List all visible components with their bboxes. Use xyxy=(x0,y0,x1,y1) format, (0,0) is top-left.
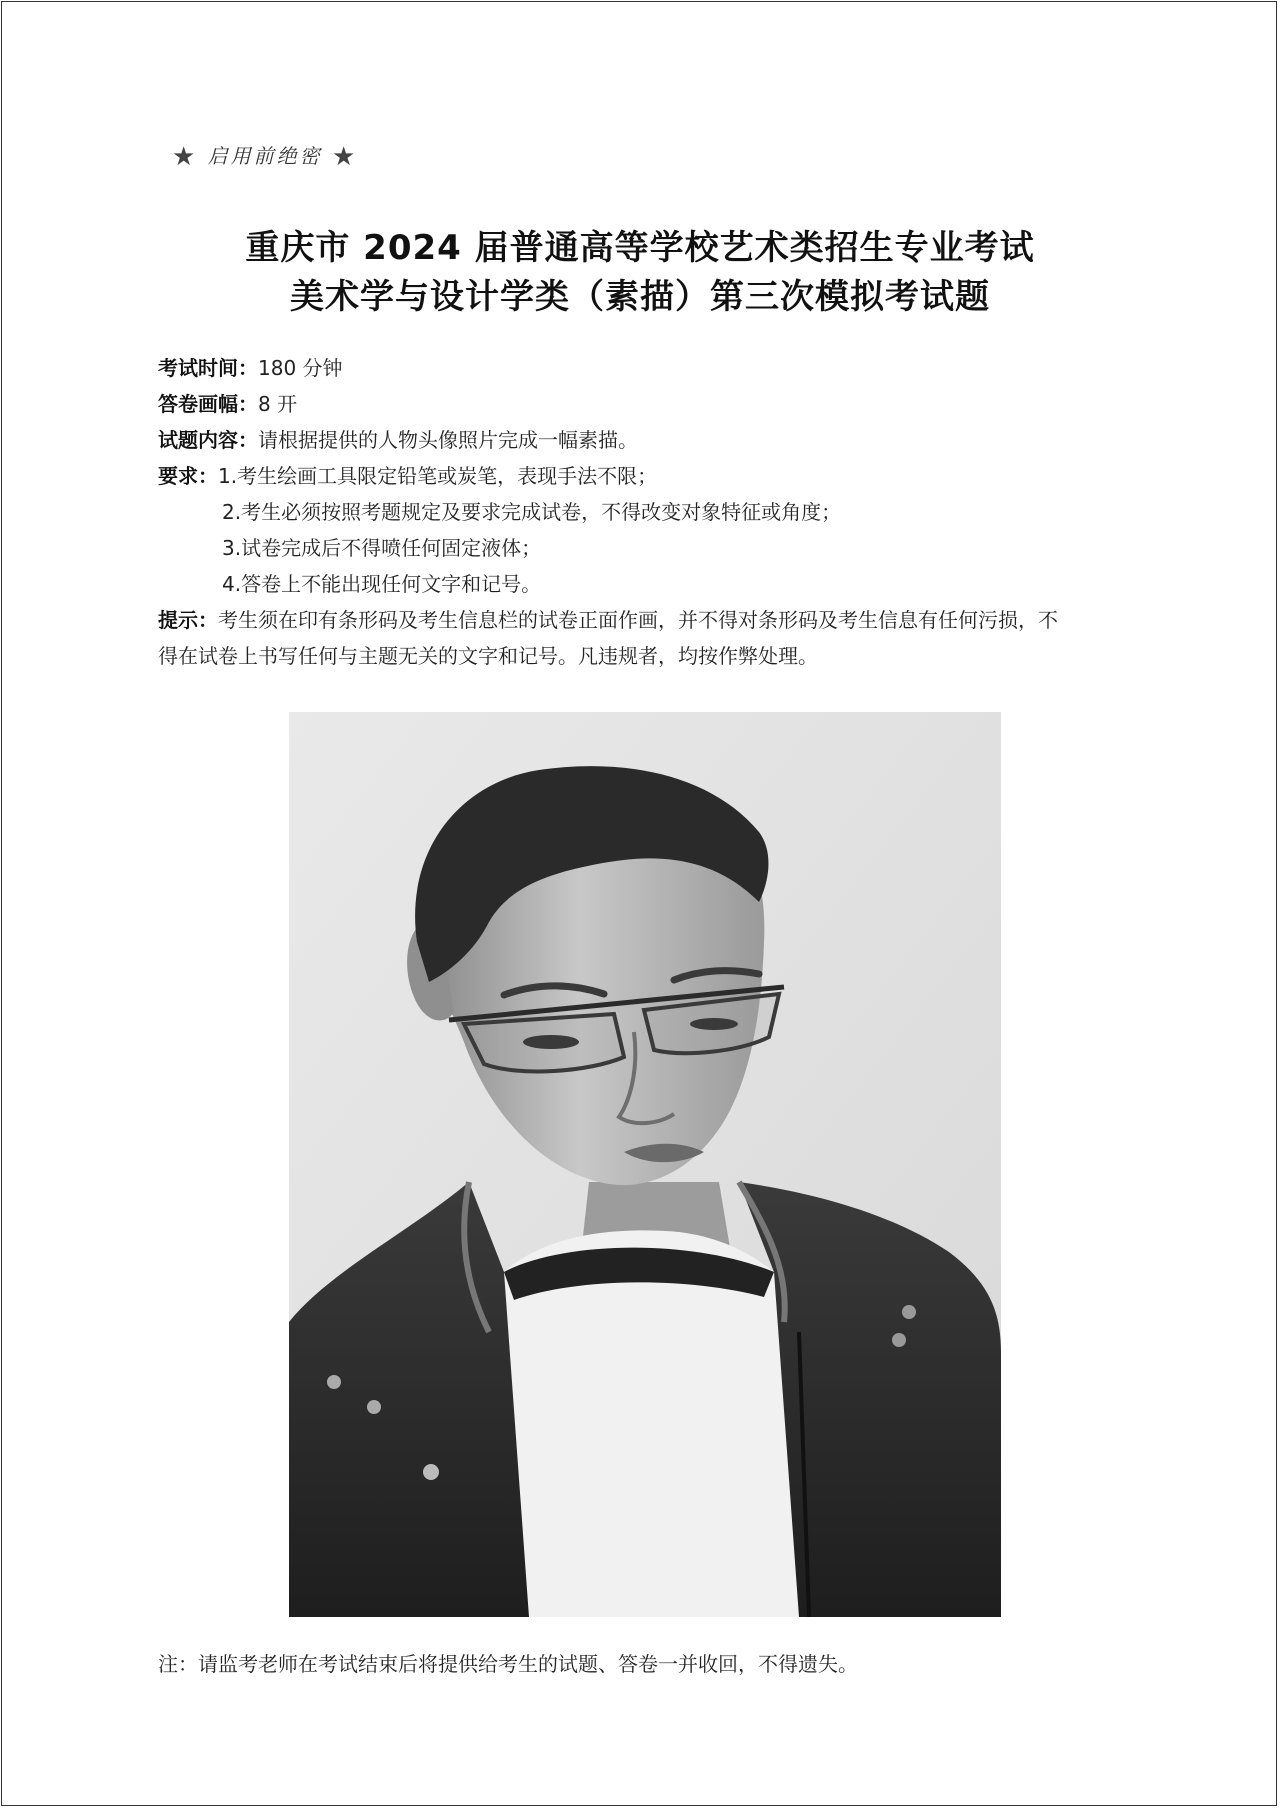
tip-row-continued xyxy=(158,638,1138,674)
requirement-row-3 xyxy=(158,530,1138,566)
reference-portrait-photo xyxy=(289,712,1001,1617)
requirements-label: 要求： xyxy=(158,464,218,488)
portrait-illustration xyxy=(289,712,1001,1617)
exam-content-value: 请根据提供的人物头像照片完成一幅素描。 xyxy=(258,428,638,452)
exam-info xyxy=(158,350,1138,674)
exam-title-line2: 美术学与设计学类（素描）第三次模拟考试题 xyxy=(290,277,990,317)
tip-label: 提示： xyxy=(158,608,218,632)
exam-content-label: 试题内容： xyxy=(158,428,258,452)
requirement-item: 3.试卷完成后不得喷任何固定液体； xyxy=(222,536,542,560)
requirement-item: 4.答卷上不能出现任何文字和记号。 xyxy=(222,572,542,596)
jacket-snap-button xyxy=(367,1400,381,1414)
requirement-item: 1.考生绘画工具限定铅笔或炭笔，表现手法不限； xyxy=(218,464,658,488)
jacket-snap-button xyxy=(327,1375,341,1389)
tip-text-line1: 考生须在印有条形码及考生信息栏的试卷正面作画，并不得对条形码及考生信息有任何污损，不 xyxy=(218,608,1058,632)
tip-row xyxy=(158,602,1138,638)
confidential-text: 启用前绝密 xyxy=(207,144,323,168)
proctor-note: 注：请监考老师在考试结束后将提供给考生的试题、答卷一并收回，不得遗失。 xyxy=(158,1652,858,1676)
requirement-item: 2.考生必须按照考题规定及要求完成试卷，不得改变对象特征或角度； xyxy=(222,500,842,524)
confidential-mark xyxy=(172,140,358,172)
portrait-left-eye xyxy=(523,1035,579,1049)
star-icon: ★ xyxy=(332,142,359,172)
exam-time-value: 180 分钟 xyxy=(258,356,343,380)
portrait-right-eye xyxy=(690,1018,738,1030)
canvas-size-label: 答卷画幅： xyxy=(158,392,258,416)
exam-time-label: 考试时间： xyxy=(158,356,258,380)
canvas-size-value: 8 开 xyxy=(258,392,298,416)
canvas-size-row xyxy=(158,386,1138,422)
requirement-row-2 xyxy=(158,494,1138,530)
tip-text-line2: 得在试卷上书写任何与主题无关的文字和记号。凡违规者，均按作弊处理。 xyxy=(158,644,818,668)
exam-title-line1: 重庆市 2024 届普通高等学校艺术类招生专业考试 xyxy=(245,228,1035,268)
jacket-snap-button xyxy=(902,1305,916,1319)
jacket-snap-button xyxy=(892,1333,906,1347)
exam-time-row xyxy=(158,350,1138,386)
exam-content-row xyxy=(158,422,1138,458)
requirement-row-4 xyxy=(158,566,1138,602)
requirement-row-1 xyxy=(158,458,1138,494)
star-icon: ★ xyxy=(172,142,199,172)
jacket-snap-button xyxy=(423,1464,439,1480)
